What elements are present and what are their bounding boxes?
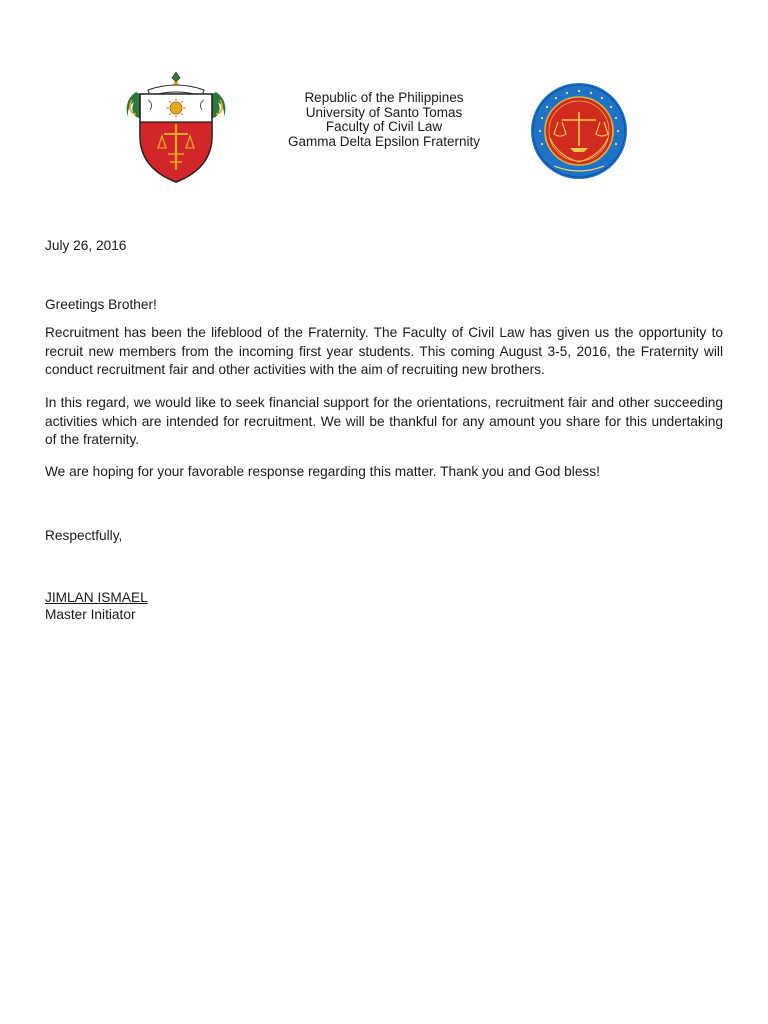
letterhead-faculty: Faculty of Civil Law [325,119,443,135]
gamma-delta-epsilon-seal-icon [528,82,630,180]
letter-closing: Respectfully, [45,528,123,543]
letter-paragraph: In this regard, we would like to seek financial support for the orientations, recruitment fair and other succeeding activities which are intended for recruitment. We will be thankful for any amount you share for this undertaking of the fraternity. [45,395,723,447]
letterhead-fraternity: Gamma Delta Epsilon Fraternity [287,133,481,149]
letterhead [264,91,504,149]
ust-coat-of-arms-icon [122,70,230,186]
letter-greeting: Greetings Brother! [45,297,157,312]
signatory-name: JIMLAN ISMAEL [45,590,148,605]
letter-date: July 26, 2016 [45,238,127,253]
letter-paragraph: Recruitment has been the lifeblood of the Fraternity. The Faculty of Civil Law has given us the opportunity to recruit new members from the incoming first year students. This coming August 3-5, 2016, the Fraternity will conduct recruitment fair and other activities with the aim of recruiting new brothers. [45,325,723,377]
letterhead-university: University of Santo Tomas [305,104,463,120]
signature-block [45,590,148,623]
signatory-title: Master Initiator [45,606,136,622]
letterhead-country: Republic of the Philippines [304,90,464,105]
letter-paragraph: We are hoping for your favorable response regarding this matter. Thank you and God bless! [45,464,600,479]
